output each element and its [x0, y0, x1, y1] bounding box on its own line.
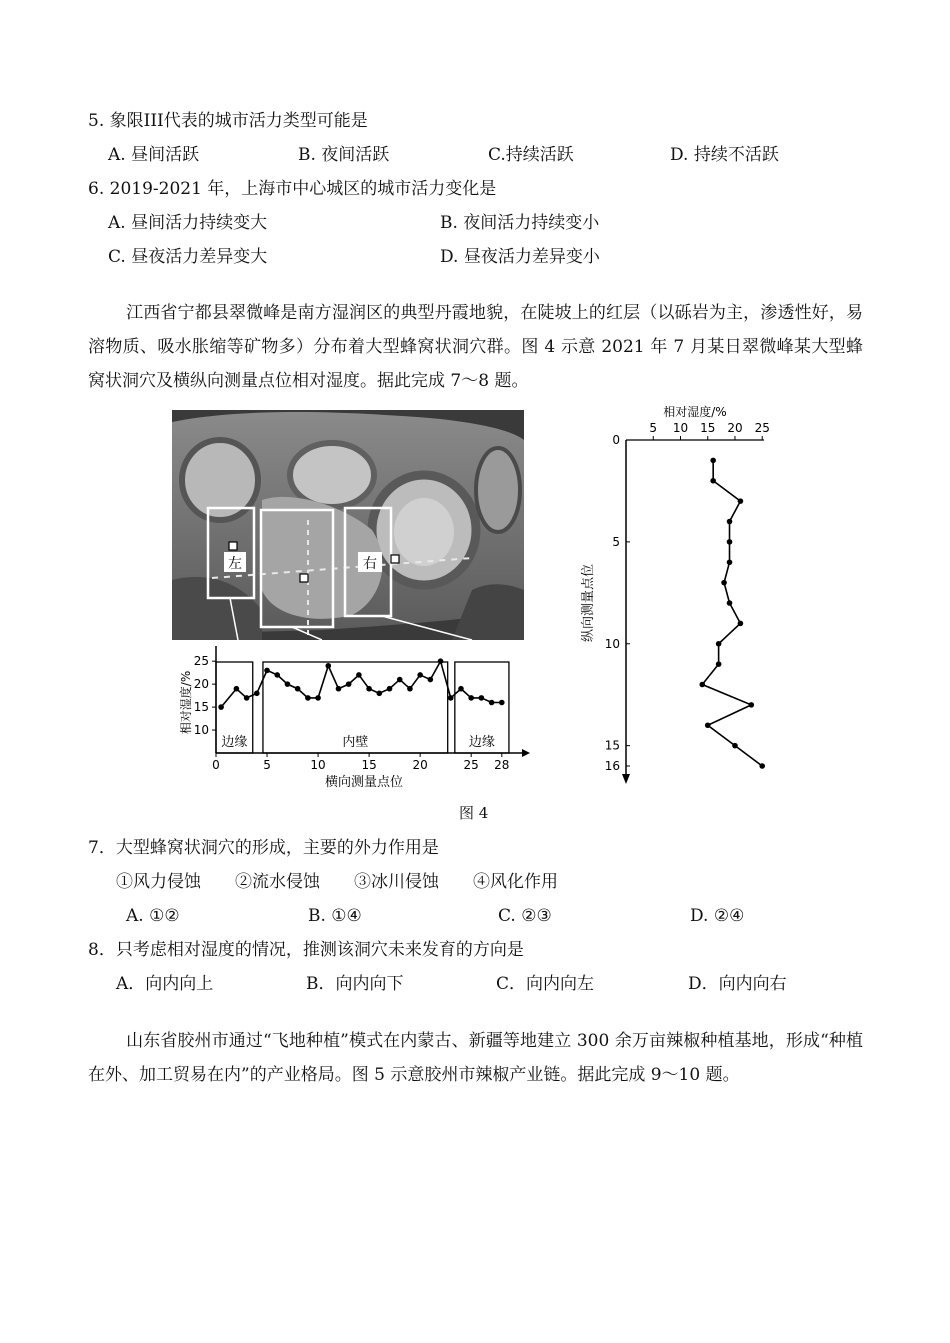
data-point: [716, 661, 722, 667]
region-label: 边缘: [221, 735, 248, 750]
data-point: [721, 580, 727, 586]
y-tick-label: 10: [193, 723, 209, 738]
q8-option-b: B．向内向下: [306, 974, 404, 994]
data-point: [479, 695, 485, 701]
data-point: [244, 695, 250, 701]
x-axis-arrow: [522, 749, 530, 757]
data-point: [305, 695, 311, 701]
data-point: [254, 691, 260, 697]
x-tick-label: 25: [754, 421, 770, 435]
x-tick-label: 20: [727, 421, 743, 435]
y-tick-label: 0: [612, 433, 620, 447]
x-tick-label: 0: [212, 758, 220, 772]
q5-option-d: D. 持续不活跃: [670, 145, 779, 165]
q6-option-c: C. 昼夜活力差异变大: [108, 247, 268, 267]
data-point: [732, 743, 738, 749]
data-point: [716, 641, 722, 647]
q6-option-a: A. 昼间活力持续变大: [108, 213, 268, 233]
x-tick-label: 15: [700, 421, 716, 435]
y-tick-label: 20: [193, 677, 209, 692]
q6-stem: 6. 2019-2021 年，上海市中心城区的城市活力变化是: [88, 179, 497, 199]
data-point: [325, 663, 331, 669]
data-point: [699, 682, 705, 688]
q8-stem: 8．只考虑相对湿度的情况，推测该洞穴未来发育的方向是: [88, 940, 524, 960]
region-label: 内壁: [342, 735, 369, 750]
q8-option-c: C．向内向左: [496, 974, 595, 994]
data-point: [417, 672, 423, 678]
data-point: [397, 677, 403, 683]
q5-stem: 5. 象限III代表的城市活力类型可能是: [88, 111, 368, 131]
data-point: [218, 704, 224, 710]
x-axis-label: 横向测量点位: [324, 775, 404, 790]
x-tick-label: 15: [361, 758, 377, 772]
data-point: [274, 672, 280, 678]
y-tick-label: 15: [193, 700, 209, 715]
q8-option-a: A．向内向上: [116, 974, 214, 994]
data-point: [738, 498, 744, 504]
x-tick-label: 20: [412, 758, 428, 772]
q7-option-a: A. ①②: [126, 906, 180, 926]
figure-caption: 图 4: [459, 804, 489, 822]
q5-option-c: C.持续活跃: [488, 145, 574, 165]
data-point: [366, 686, 372, 692]
x-tick-label: 10: [310, 758, 326, 772]
data-point: [489, 700, 495, 706]
data-point: [727, 559, 733, 565]
q7-items: ①风力侵蚀 ②流水侵蚀 ③冰川侵蚀 ④风化作用: [116, 872, 558, 892]
chart-title: 相对湿度/%: [663, 405, 727, 419]
x-tick-label: 10: [672, 421, 689, 435]
q6-option-b: B. 夜间活力持续变小: [440, 213, 600, 233]
intro-text-9-10: 山东省胶州市通过“飞地种植”模式在内蒙古、新疆等地建立 300 余万亩辣椒种植基地，形成“种植在外、加工贸易在内”的产业格局。图 5 示意胶州市辣椒产业链。据此完成 9～10 题。: [88, 1031, 863, 1085]
x-tick-label: 5: [263, 758, 271, 772]
q7-option-b: B. ①④: [308, 906, 362, 926]
q7-stem: 7．大型蜂窝状洞穴的形成，主要的外力作用是: [88, 838, 439, 858]
y-axis-label: 相对湿度/%: [179, 670, 193, 735]
y-tick-label: 16: [604, 759, 620, 773]
data-point: [710, 458, 716, 464]
data-point: [448, 695, 454, 701]
region-label: 边缘: [468, 735, 495, 750]
data-point: [749, 702, 755, 708]
data-point: [407, 686, 413, 692]
data-point: [727, 539, 733, 545]
x-tick-label: 28: [494, 758, 510, 772]
y-axis-arrow: [622, 774, 630, 784]
data-point: [705, 722, 711, 728]
data-point: [438, 658, 444, 664]
horizontal-humidity-chart: [172, 640, 532, 790]
y-tick-label: 5: [612, 534, 620, 549]
y-axis-label: 纵向测量点位: [581, 563, 596, 643]
data-point: [377, 691, 383, 697]
data-point: [234, 686, 240, 692]
data-point: [759, 763, 765, 769]
series-line: [702, 460, 762, 766]
data-point: [346, 681, 352, 687]
data-point: [727, 519, 733, 525]
intro-paragraph-9-10: [88, 1024, 863, 1092]
x-tick-label: 25: [463, 758, 479, 772]
q5-option-b: B. 夜间活跃: [298, 145, 390, 165]
q8-option-d: D．向内向右: [688, 974, 787, 994]
y-tick-label: 25: [193, 654, 209, 669]
data-point: [710, 478, 716, 484]
data-point: [356, 672, 362, 678]
intro-paragraph-7-8: [88, 296, 863, 398]
data-point: [315, 695, 321, 701]
y-tick-label: 15: [604, 738, 620, 753]
vertical-humidity-chart: [570, 400, 790, 795]
photo-label-right: 右: [363, 556, 377, 572]
data-point: [336, 686, 342, 692]
q7-option-d: D. ②④: [690, 906, 745, 926]
data-point: [428, 677, 434, 683]
data-point: [738, 621, 744, 627]
q7-option-c: C. ②③: [498, 906, 552, 926]
q5-option-a: A. 昼间活跃: [108, 145, 200, 165]
y-tick-label: 10: [604, 636, 620, 651]
data-point: [727, 600, 733, 606]
photo-label-left: 左: [228, 556, 242, 572]
q6-option-d: D. 昼夜活力差异变小: [440, 247, 600, 267]
data-point: [499, 700, 505, 706]
intro-text-7-8: 江西省宁都县翠微峰是南方湿润区的典型丹霞地貌，在陡坡上的红层（以砾岩为主，渗透性好，易溶物质、吸水胀缩等矿物多）分布着大型蜂窝状洞穴群。图 4 示意 2021 年 7 月某日翠微峰某大型蜂窝状洞穴及横纵向测量点位相对湿度。据此完成 7～8 题。: [88, 303, 863, 391]
data-point: [285, 681, 291, 687]
data-point: [295, 686, 301, 692]
data-point: [387, 686, 393, 692]
data-point: [264, 668, 270, 674]
x-tick-label: 5: [649, 421, 658, 435]
cave-photo: [172, 410, 524, 640]
data-point: [458, 686, 464, 692]
data-point: [468, 695, 474, 701]
